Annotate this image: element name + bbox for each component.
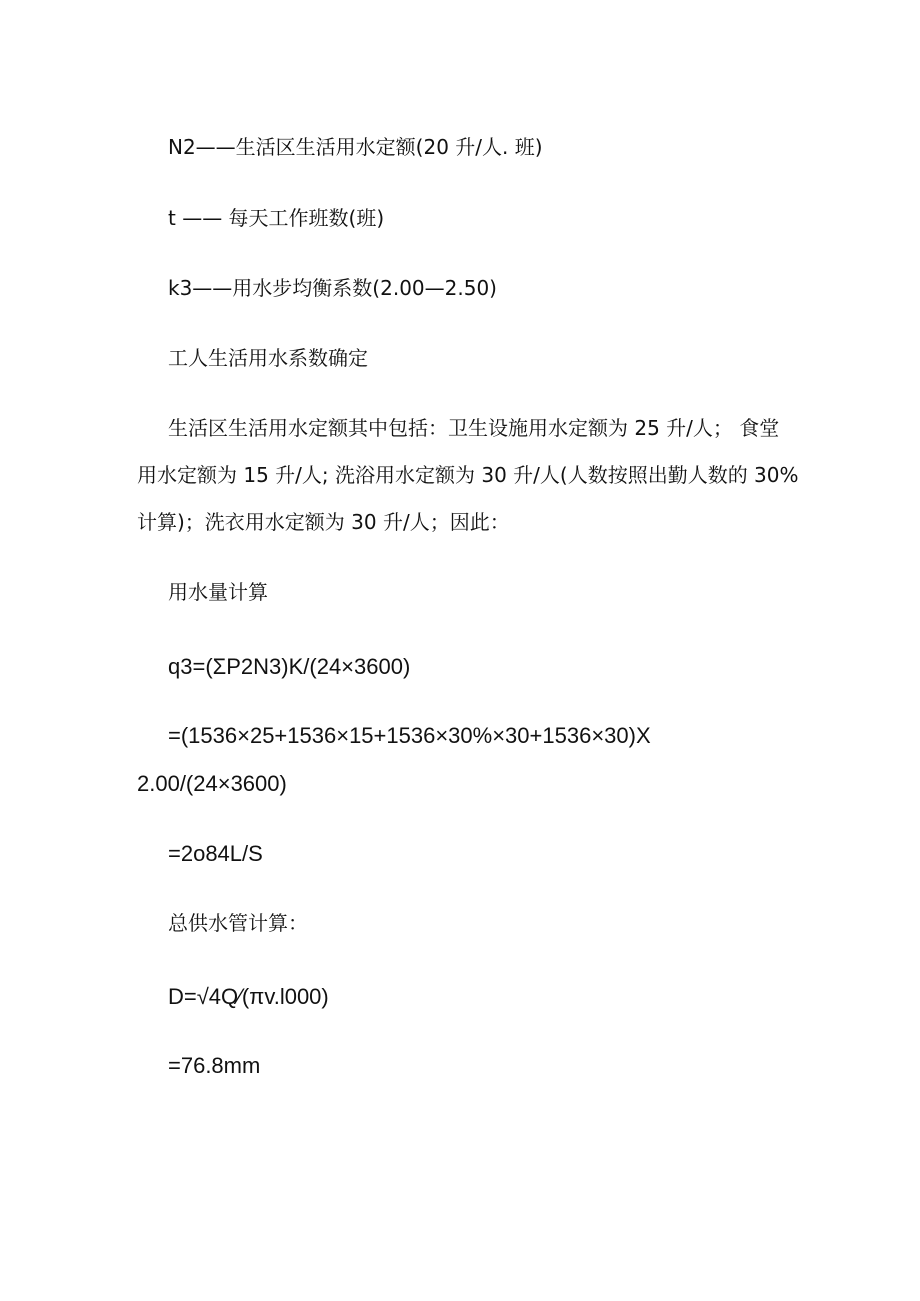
formula-expansion-line-1: =(1536×25+1536×15+1536×30%×30+1536×30)X [168, 723, 651, 748]
formula-result-flow: =2o84L/S [168, 841, 263, 866]
definition-k3: k3——用水步均衡系数(2.00—2.50) [168, 276, 497, 300]
section-heading-main-pipe: 总供水管计算： [168, 911, 308, 935]
formula-result-diameter: =76.8mm [168, 1053, 261, 1078]
paragraph-line-2: 用水定额为 15 升/人; 洗浴用水定额为 30 升/人(人数按照出勤人数的 30% [137, 463, 799, 487]
section-heading-coefficient: 工人生活用水系数确定 [168, 346, 368, 370]
paragraph-line-1: 生活区生活用水定额其中包括：卫生设施用水定额为 25 升/人； 食堂 [168, 416, 780, 440]
paragraph-line-3: 计算)；洗衣用水定额为 30 升/人；因此： [137, 510, 510, 534]
formula-q3: q3=(ΣP2N3)K/(24×3600) [168, 654, 411, 679]
definition-n2: N2——生活区生活用水定额(20 升/人. 班) [168, 135, 543, 159]
formula-expansion-line-2: 2.00/(24×3600) [137, 771, 287, 796]
definition-t: t —— 每天工作班数(班) [168, 206, 385, 230]
formula-diameter: D=√4Q⁄(πv.l000) [168, 984, 329, 1009]
section-heading-water-usage: 用水量计算 [168, 580, 268, 604]
